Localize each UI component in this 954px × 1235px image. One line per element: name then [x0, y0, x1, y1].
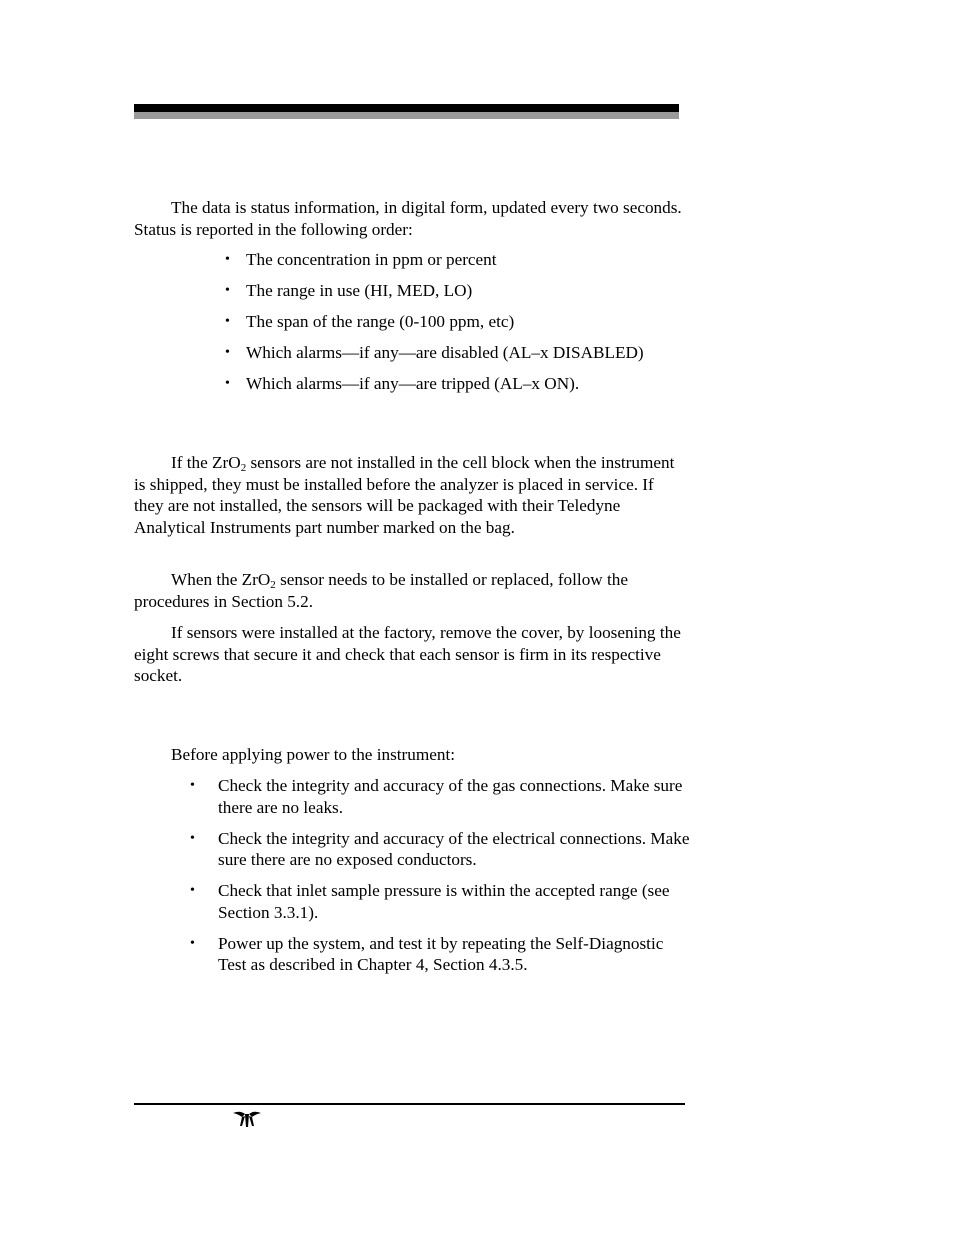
footer-rule [134, 1103, 685, 1105]
list-item: • Which alarms—if any—are tripped (AL–x ON). [225, 373, 695, 404]
sensor-p2-text-pre: When the ZrO [171, 570, 271, 589]
list-item: • Check that inlet sample pressure is within the accepted range (see Section 3.3.1). [190, 880, 690, 923]
list-item: • The concentration in ppm or percent [225, 249, 695, 280]
sensor-p1-text-pre: If the ZrO [171, 453, 241, 472]
sensor-p2-subscript: 2 [270, 579, 276, 591]
status-order-list [225, 249, 695, 404]
list-item: • Check the integrity and accuracy of the gas connections. Make sure there are no leaks. [190, 775, 690, 818]
header-rule-black [134, 104, 679, 112]
sensor-paragraph-3: If sensors were installed at the factory, remove the cover, by loosening the eight screws that secure it and check that each sensor is firm in its respective socket. [134, 623, 681, 685]
sensor-p1-text-post: sensors are not installed in the cell block when the instrument is shipped, they must be installed before the analyzer is placed in service. If they are not installed, the sensors will be packaged with their Teledyne Analytical Instruments part number marked on the bag. [134, 453, 675, 537]
list-item: • The range in use (HI, MED, LO) [225, 280, 695, 311]
list-item: • Check the integrity and accuracy of the electrical connections. Make sure there are no exposed conductors. [190, 828, 690, 871]
sensor-paragraph-2 [134, 569, 682, 612]
sensor-p1-subscript: 2 [240, 462, 247, 474]
sensor-paragraph-3-block [134, 622, 682, 687]
header-rule-grey [134, 112, 679, 119]
list-item: • Which alarms—if any—are disabled (AL–x DISABLED) [225, 342, 695, 373]
sensor-paragraph-1-block [134, 452, 682, 538]
power-intro-block [134, 744, 682, 766]
status-intro-paragraph: The data is status information, in digital form, updated every two seconds. Status is reported in the following order: [134, 198, 682, 239]
status-intro-block [134, 197, 682, 240]
list-item: • The span of the range (0-100 ppm, etc) [225, 311, 695, 342]
power-checklist [190, 775, 690, 985]
sensor-paragraph-2-block [134, 569, 682, 612]
list-item: • Power up the system, and test it by repeating the Self-Diagnostic Test as described in Chapter 4, Section 4.3.5. [190, 933, 690, 976]
sensor-paragraph-1 [134, 452, 682, 538]
power-intro-paragraph: Before applying power to the instrument: [171, 745, 456, 764]
sensor-p2-text-post: sensor needs to be installed or replaced, follow the procedures in Section 5.2. [134, 570, 629, 611]
teledyne-logo-icon [232, 1110, 262, 1128]
